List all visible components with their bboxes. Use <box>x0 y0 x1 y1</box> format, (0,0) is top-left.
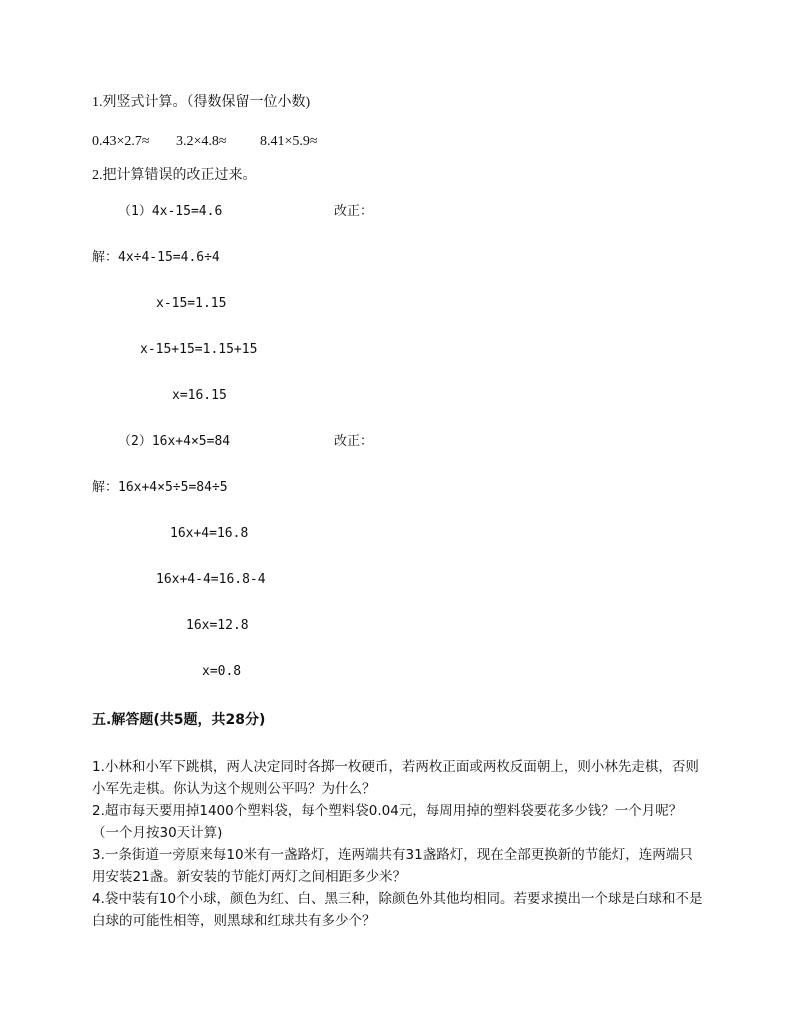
problem2-step-5: x=0.8 <box>202 664 242 679</box>
q1-item-1: 0.43×2.7≈ <box>92 134 150 149</box>
q2-title: 2.把计算错误的改正过来。 <box>92 168 257 183</box>
question-2: 2.超市每天要用掉1400个塑料袋，每个塑料袋0.04元，每周用掉的塑料袋要花多少钱？一个月呢？（一个月按30天计算) <box>92 803 683 841</box>
question-1: 1.小林和小军下跳棋，两人决定同时各掷一枚硬币，若两枚正面或两枚反面朝上，则小林先走棋，否则小军先走棋。你认为这个规则公平吗？为什么？ <box>92 759 699 797</box>
q1-item-2: 3.2×4.8≈ <box>176 134 227 149</box>
problem2-correct-label: 改正： <box>334 434 374 449</box>
q1-title: 1.列竖式计算。（得数保留一位小数) <box>92 95 311 110</box>
problem2-step-4: 16x=12.8 <box>186 618 249 633</box>
problem1-label: （1）4x-15=4.6 <box>118 204 223 219</box>
question-4: 4.袋中装有10个小球，颜色为红、白、黑三种，除颜色外其他均相同。若要求摸出一个球是白球和不是白球的可能性相等，则黑球和红球共有多少个？ <box>92 891 703 929</box>
section5-title: 五.解答题(共5题，共28分) <box>92 712 266 728</box>
problem2-step-1: 解：16x+4×5÷5=84÷5 <box>92 480 228 495</box>
problem2-step-3: 16x+4-4=16.8-4 <box>156 572 266 587</box>
problem2-step-2: 16x+4=16.8 <box>170 526 249 541</box>
problem1-step-4: x=16.15 <box>172 388 227 403</box>
problem1-step-1: 解：4x÷4-15=4.6÷4 <box>92 250 220 265</box>
q1-item-3: 8.41×5.9≈ <box>260 134 318 149</box>
problem1-correct-label: 改正： <box>334 204 374 219</box>
problem1-step-3: x-15+15=1.15+15 <box>140 342 258 357</box>
problem2-label: （2）16x+4×5=84 <box>118 434 231 449</box>
question-3: 3.一条街道一旁原来每10米有一盏路灯，连两端共有31盏路灯，现在全部更换新的节能灯，连两端只用安装21盏。新安装的节能灯两灯之间相距多少米？ <box>92 847 693 885</box>
problem1-step-2: x-15=1.15 <box>156 296 227 311</box>
